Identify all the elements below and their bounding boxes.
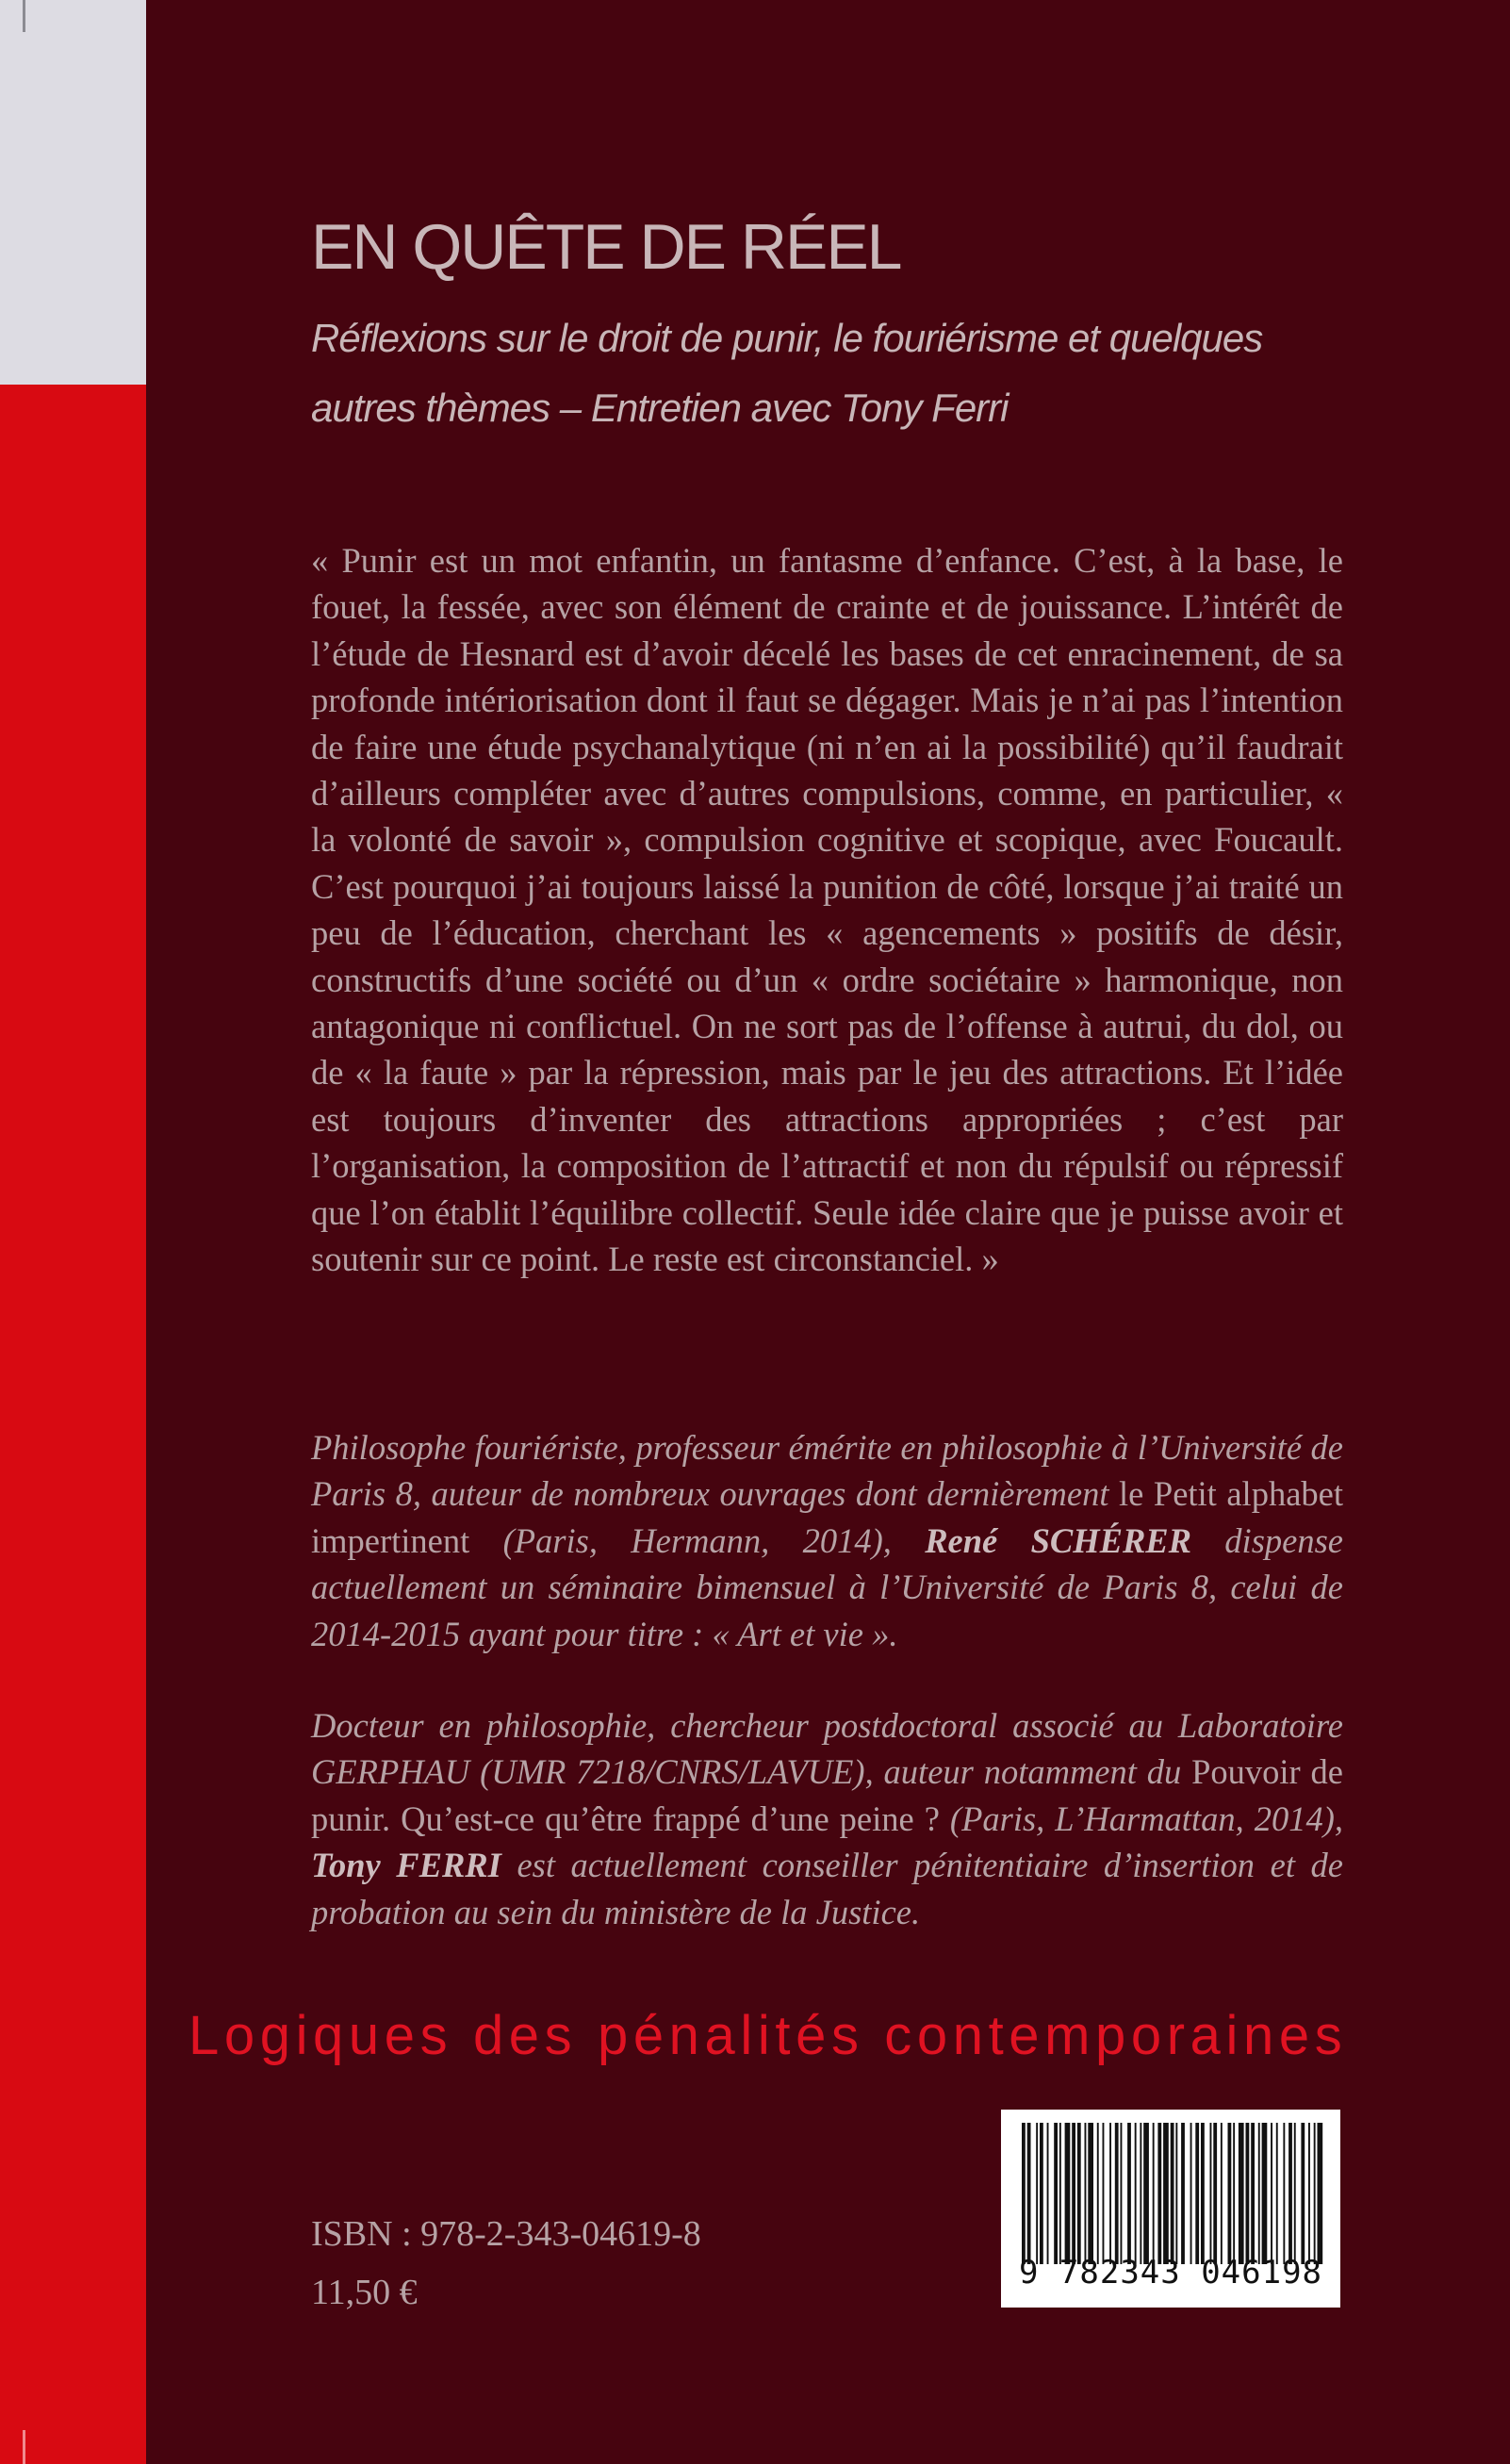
barcode-bar [1201, 2123, 1205, 2264]
barcode-bar [1088, 2123, 1093, 2264]
barcode-bar [1047, 2123, 1049, 2264]
barcode-digits: 9 782343 046198 [1018, 2254, 1323, 2292]
barcode-bar [1072, 2123, 1075, 2264]
barcode-bar [1171, 2123, 1174, 2264]
barcode-bar [1097, 2123, 1099, 2264]
barcode-bar [1077, 2123, 1081, 2264]
barcode-bar [1153, 2123, 1155, 2264]
spine-light-panel [0, 0, 146, 385]
isbn: ISBN : 978-2-343-04619-8 [311, 2214, 701, 2254]
barcode-bar [1121, 2123, 1123, 2264]
crop-mark-bottom [23, 2430, 25, 2464]
bio-text: (Paris, L’Harmattan, 2014), [939, 1799, 1343, 1838]
barcode-bar [1271, 2123, 1272, 2264]
spine-red-panel [0, 385, 146, 2464]
barcode-bar [1143, 2123, 1149, 2264]
barcode-bar [1233, 2123, 1235, 2264]
barcode-bar [1308, 2123, 1310, 2264]
bio-text: Docteur en philosophie, chercheur postdoctoral associé au Laboratoire GERPHAU (UMR 7218/CNRS/LAVUE), auteur notamment du [311, 1706, 1343, 1792]
author-name: René SCHÉRER [925, 1520, 1191, 1560]
blurb-quote: « Punir est un mot enfantin, un fantasme d’enfance. C’est, à la base, le fouet, la fessée, avec son élément de crainte et de jouissance. L’intérêt de l’étude de Hesnard est d’avoir décelé les bases de cet enracinement, de sa profonde intériorisation dont il faut se dégager. Mais je n’ai pas l’intention de faire une étude psychanalytique (ni n’en ai la possibilité) qu’il faudrait d’ailleurs compléter avec d’autres compulsions, comme, en particulier, « la volonté de savoir », compulsion cognitive et scopique, avec Foucault. C’est pourquoi j’ai toujours laissé la punition de côté, lorsque j’ai traité un peu de l’éducation, cherchant les « agencements » positifs de désir, constructifs d’une société ou d’un « ordre sociétaire » harmonique, non antagonique ni conflictuel. On ne sort pas de l’offense à autrui, du dol, ou de « la faute » par la répression, mais par le jeu des attractions. Et l’idée est toujours d’inventer des attractions appropriées ; c’est par l’organisation, la composition de l’attractif et non du répulsif ou répressif que l’on établit l’équilibre collectif. Seule idée claire que je puisse avoir et soutenir sur ce point. Le reste est circonstanciel. » [311, 541, 1343, 1279]
crop-mark-top [23, 0, 25, 32]
book-title: EN QUÊTE DE RÉEL [311, 211, 901, 283]
barcode-bar [1157, 2123, 1161, 2264]
author-bio-ferri [311, 1702, 1343, 1935]
series-name: Logiques des pénalités contemporaines [189, 2005, 1348, 2066]
barcode-bar [1163, 2123, 1169, 2264]
book-reference: Pouvoir de punir. Qu’est-ce qu’être frappé d’une peine ? [311, 1752, 1344, 1838]
bio-text: (Paris, Hermann, 2014), [469, 1520, 926, 1560]
price: 11,50 € [311, 2273, 418, 2312]
barcode-bar [1027, 2123, 1031, 2264]
barcode-bar [1288, 2123, 1292, 2264]
barcode-bars [1018, 2123, 1323, 2264]
barcode-bar [1175, 2123, 1177, 2264]
barcode-bar [1262, 2123, 1268, 2264]
barcode-bar [1181, 2123, 1185, 2264]
barcode-bar [1258, 2123, 1260, 2264]
barcode-bar [1210, 2123, 1212, 2264]
barcode-bar [1065, 2123, 1071, 2264]
barcode-bar [1239, 2123, 1244, 2264]
barcode-bar [1314, 2123, 1316, 2264]
barcode [1001, 2110, 1340, 2308]
barcode-bar [1085, 2123, 1087, 2264]
barcode-bar [1036, 2123, 1038, 2264]
bio-text: Philosophe fouriériste, professeur émérite en philosophie à l’Université de Paris 8, auteur de nombreux ouvrages dont dernièrement [311, 1428, 1343, 1514]
barcode-bar [1103, 2123, 1105, 2264]
author-bio-scherer [311, 1424, 1343, 1657]
barcode-bar [1294, 2123, 1296, 2264]
barcode-bar [1059, 2123, 1061, 2264]
book-reference: le Petit alphabet impertinent [311, 1474, 1343, 1560]
barcode-bar [1195, 2123, 1199, 2264]
author-name: Tony FERRI [311, 1846, 501, 1885]
barcode-bar [1127, 2123, 1131, 2264]
barcode-bar [1115, 2123, 1119, 2264]
barcode-bar [1276, 2123, 1278, 2264]
book-subtitle: Réflexions sur le droit de punir, le fouriérisme et quelques autres thèmes – Entretien avec Tony Ferri [311, 316, 1263, 430]
barcode-bar [1221, 2123, 1223, 2264]
barcode-bar [1054, 2123, 1058, 2264]
barcode-bar [1190, 2123, 1192, 2264]
bio-text: est actuellement conseiller pénitentiaire d’insertion et de probation au sein du ministère de la Justice. [311, 1846, 1343, 1931]
barcode-bar [1040, 2123, 1043, 2264]
barcode-bar [1135, 2123, 1137, 2264]
barcode-bar [1318, 2123, 1323, 2264]
barcode-bar [1283, 2123, 1285, 2264]
barcode-bar [1251, 2123, 1255, 2264]
barcode-bar [1213, 2123, 1217, 2264]
barcode-bar [1246, 2123, 1250, 2264]
bio-text: dispense actuellement un séminaire bimensuel à l’Université de Paris 8, celui de 2014-2015 ayant pour titre : « Art et vie ». [311, 1520, 1344, 1653]
barcode-bar [1022, 2123, 1026, 2264]
barcode-bar [1109, 2123, 1111, 2264]
barcode-bar [1140, 2123, 1141, 2264]
barcode-bar [1301, 2123, 1305, 2264]
barcode-bar [1228, 2123, 1232, 2264]
